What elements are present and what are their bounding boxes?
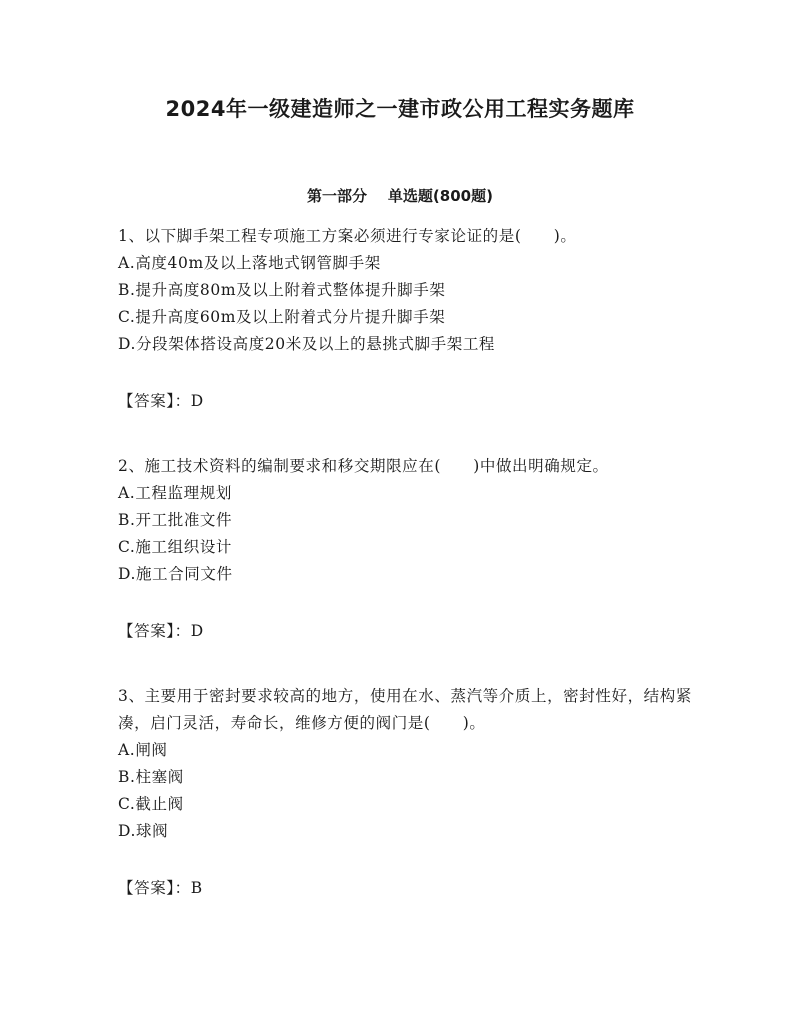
answer-line: 【答案】：B — [118, 879, 203, 897]
question-block — [118, 453, 698, 645]
question-block — [118, 223, 698, 415]
question-block — [118, 683, 698, 902]
section-heading: 第一部分 单选题(800题) — [307, 187, 493, 205]
option-d: D.施工合同文件 — [118, 565, 233, 583]
answer-line: 【答案】：D — [118, 392, 204, 410]
option-b: B.提升高度80m及以上附着式整体提升脚手架 — [118, 281, 446, 299]
option-a: A.闸阀 — [118, 741, 168, 759]
option-c: C.施工组织设计 — [118, 538, 233, 556]
option-a: A.工程监理规划 — [118, 484, 232, 502]
question-stem: 3、主要用于密封要求较高的地方，使用在水、蒸汽等介质上，密封性好，结构紧凑，启门灵活，寿命长，维修方便的阀门是( )。 — [118, 687, 692, 732]
option-c: C.截止阀 — [118, 795, 184, 813]
option-c: C.提升高度60m及以上附着式分片提升脚手架 — [118, 308, 446, 326]
question-stem: 2、施工技术资料的编制要求和移交期限应在( )中做出明确规定。 — [118, 457, 609, 475]
option-b: B.开工批准文件 — [118, 511, 233, 529]
option-a: A.高度40m及以上落地式钢管脚手架 — [118, 254, 381, 272]
option-d: D.球阀 — [118, 822, 169, 840]
answer-line: 【答案】：D — [118, 622, 204, 640]
page-title: 2024年一级建造师之一建市政公用工程实务题库 — [165, 97, 635, 121]
option-b: B.柱塞阀 — [118, 768, 184, 786]
option-d: D.分段架体搭设高度20米及以上的悬挑式脚手架工程 — [118, 335, 496, 353]
question-stem: 1、以下脚手架工程专项施工方案必须进行专家论证的是( )。 — [118, 227, 577, 245]
